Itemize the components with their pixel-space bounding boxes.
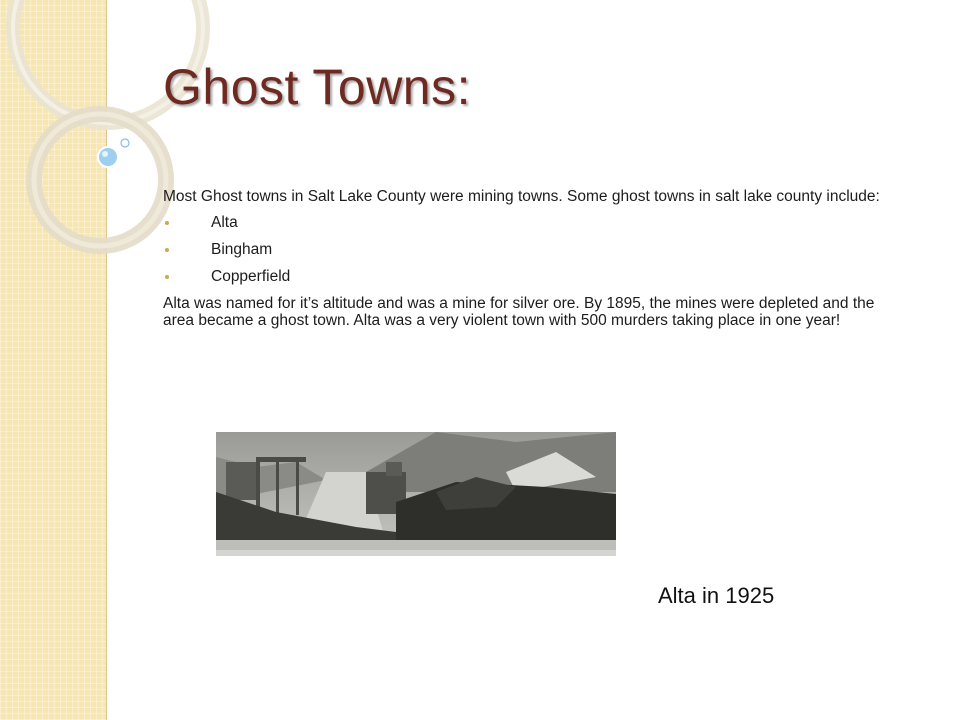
town-name: Alta xyxy=(211,214,238,231)
slide-body xyxy=(163,188,903,329)
alta-photo xyxy=(216,432,616,556)
list-item xyxy=(163,214,903,232)
alta-description: Alta was named for it’s altitude and was a mine for silver ore. By 1895, the mines were depleted and the area became a ghost town. Alta was a very violent town with 500 murders taking place in one year! xyxy=(163,295,875,329)
intro-paragraph: Most Ghost towns in Salt Lake County were mining towns. Some ghost towns in salt lake county include: xyxy=(163,188,880,205)
photo-caption: Alta in 1925 xyxy=(658,583,775,608)
town-name: Bingham xyxy=(211,241,273,258)
ghost-town-list xyxy=(163,214,903,286)
list-item xyxy=(163,268,903,286)
bullet-icon xyxy=(165,221,169,225)
bullet-icon xyxy=(165,275,169,279)
bullet-icon xyxy=(165,248,169,252)
list-item xyxy=(163,241,903,259)
slide-title: Ghost Towns: xyxy=(163,59,472,115)
town-name: Copperfield xyxy=(211,268,291,285)
